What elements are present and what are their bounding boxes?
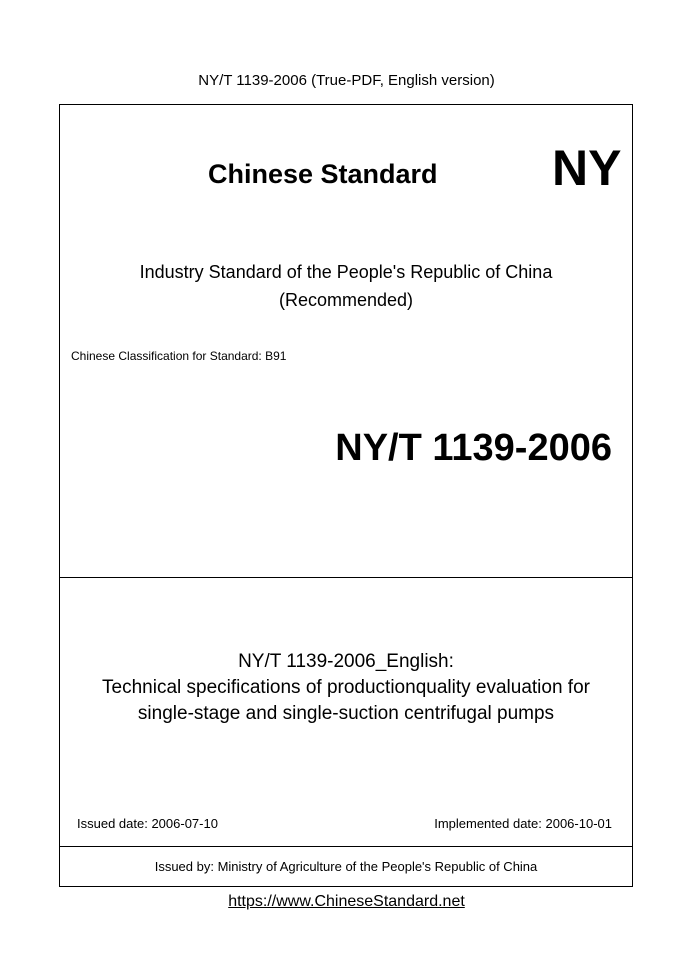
issuer-text: Issued by: Ministry of Agriculture of the People's Republic of China <box>154 859 538 874</box>
website-link[interactable]: https://www.ChineseStandard.net <box>228 893 465 910</box>
implemented-date: Implemented date: 2006-10-01 <box>434 816 612 831</box>
cover-lower-section <box>60 577 632 845</box>
document-title-line-1: NY/T 1139-2006_English: <box>238 651 454 672</box>
ny-badge: NY <box>552 140 622 196</box>
cover-frame <box>59 104 633 887</box>
document-title-line-3: single-stage and single-suction centrifugal pumps <box>137 703 555 724</box>
document-title-line-2: Technical specifications of productionquality evaluation for <box>102 677 590 698</box>
issued-date: Issued date: 2006-07-10 <box>77 816 218 831</box>
recommended-line: (Recommended) <box>278 290 414 310</box>
issuer-box <box>60 846 632 886</box>
classification-text: Chinese Classification for Standard: B91 <box>71 349 287 363</box>
page-header-title: NY/T 1139-2006 (True-PDF, English version) <box>198 72 495 89</box>
footer <box>0 893 693 911</box>
cover-upper-section <box>60 105 632 578</box>
standard-number: NY/T 1139-2006 <box>335 427 612 469</box>
chinese-standard-heading: Chinese Standard <box>208 159 438 189</box>
industry-standard-line: Industry Standard of the People's Republic of China <box>139 262 553 282</box>
